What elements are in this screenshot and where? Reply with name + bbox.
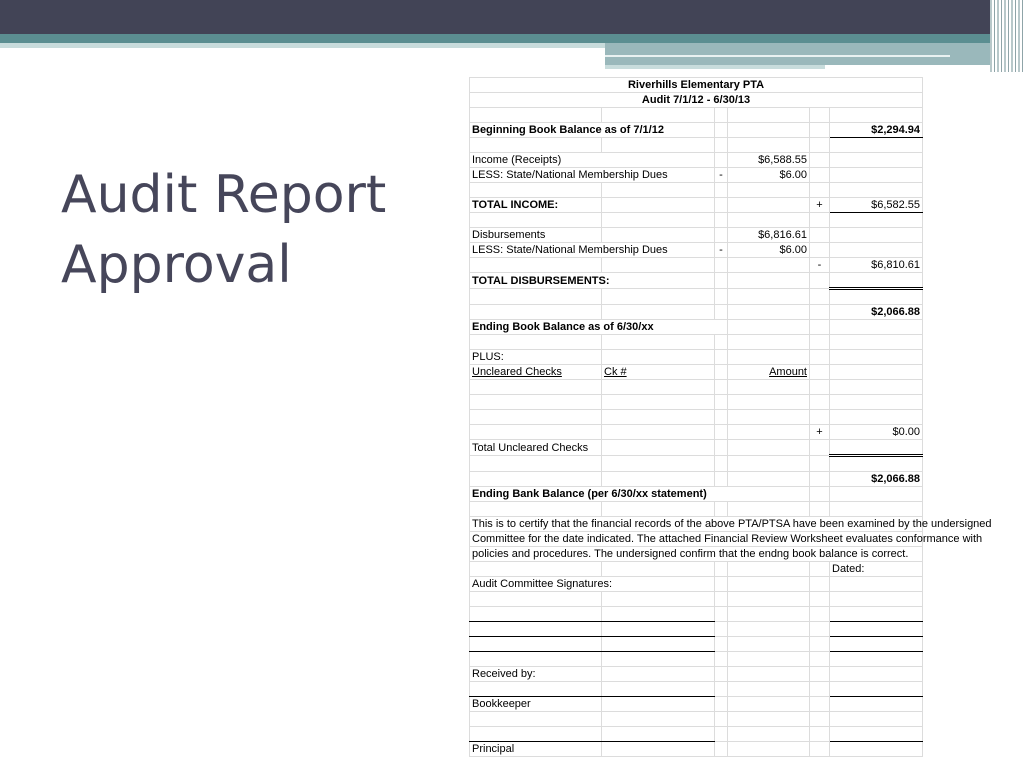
sheet-title: Riverhills Elementary PTA [470,78,923,93]
disbursements-net-value: $6,810.61 [830,258,923,273]
beginning-balance-label: Beginning Book Balance as of 7/1/12 [470,123,715,138]
signatures-label: Audit Committee Signatures: [470,577,715,592]
certification-line-3: policies and procedures. The undersigned confirm that the endng book balance is correct. [470,547,923,562]
total-disbursements-label: TOTAL DISBURSEMENTS: [470,273,715,289]
corner-stripes [990,0,1024,72]
check-number-header: Ck # [602,365,715,380]
slide-title-line2: Approval [61,235,292,295]
total-income-plus-sign: + [810,198,830,213]
uncleared-checks-header: Uncleared Checks [470,365,602,380]
income-value: $6,588.55 [728,153,810,168]
income-dues-value: $6.00 [728,168,810,183]
disb-less-dues-label: LESS: State/National Membership Dues [470,243,715,258]
principal-label: Principal [470,742,602,757]
top-banner [0,0,1024,34]
ending-book-balance-label: Ending Book Balance as of 6/30/xx [470,320,728,335]
disbursements-value: $6,816.61 [728,228,810,243]
slide-title [61,160,441,300]
accent-band-light [0,43,605,48]
accent-band-mid [605,43,1000,65]
income-minus-sign: - [715,168,728,183]
accent-stripe-lower [605,65,825,69]
certification-line-1: This is to certify that the financial records of the above PTA/PTSA have been examined by the undersigned [470,517,923,532]
beginning-balance-value: $2,294.94 [830,123,923,138]
total-uncleared-label: Total Uncleared Checks [470,440,602,456]
disbursements-label: Disbursements [470,228,602,243]
total-income-label: TOTAL INCOME: [470,198,602,213]
audit-spreadsheet [469,77,992,762]
slide-title-line1: Audit Report [61,165,387,225]
income-label: Income (Receipts) [470,153,715,168]
dated-label: Dated: [830,562,923,577]
accent-stripe [605,55,950,57]
received-by-label: Received by: [470,667,602,682]
income-less-dues-label: LESS: State/National Membership Dues [470,168,715,183]
uncleared-plus-sign: + [810,425,830,440]
accent-band [0,34,1000,43]
amount-header: Amount [728,365,810,380]
ending-book-balance-value: $2,066.88 [830,305,923,320]
ending-bank-balance-label: Ending Bank Balance (per 6/30/xx statement) [470,487,810,502]
uncleared-total-value: $0.00 [830,425,923,440]
bookkeeper-label: Bookkeeper [470,697,602,712]
total-income-value: $6,582.55 [830,198,923,213]
certification-line-2: Committee for the date indicated. The attached Financial Review Worksheet evaluates conformance with [470,532,923,547]
disb-dues-value: $6.00 [728,243,810,258]
sheet-subtitle: Audit 7/1/12 - 6/30/13 [470,93,923,108]
disb-minus-sign: - [715,243,728,258]
ending-bank-balance-value: $2,066.88 [830,472,923,487]
plus-label: PLUS: [470,350,602,365]
disb-net-minus-sign: - [810,258,830,273]
